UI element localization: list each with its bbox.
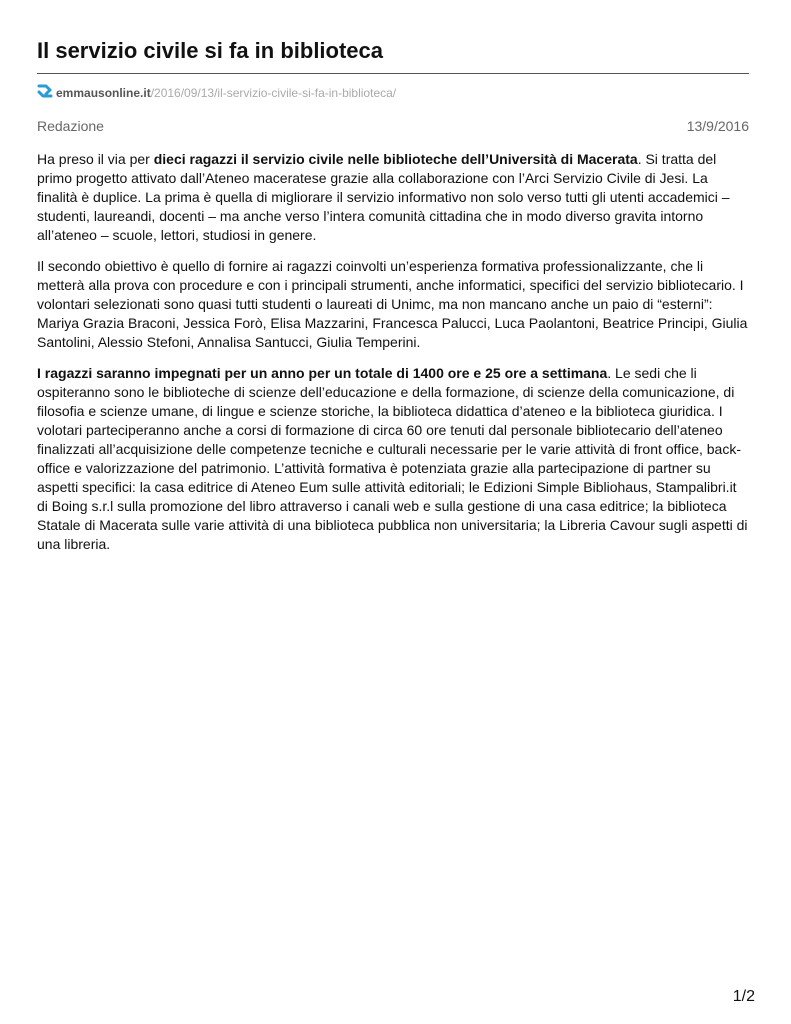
paragraph-3-rest: . Le sedi che li ospiteranno sono le biblioteche di scienze dell’educazione e della formazione, di scienze della comunicazione, di filosofia e scienze umane, di lingue e scienze storiche, la biblioteca didattica d’ateneo e la biblioteca giuridica. I volotari parteciperanno anche a corsi di formazione di circa 60 ore tenuti dal personale bibliotecario dell’ateneo finalizzati all’acquisizione delle competenze tecniche e culturali necessarie per le varie attività di front office, back-office e valorizzazione del patrimonio. L’attività formativa è potenziata grazie alla partecipazione di partner su aspetti specifici: la casa editrice di Ateneo Eum sulle attività editoriali; le Edizioni Simple Bibliohaus, Stampalibri.it di Boing s.r.l sulla promozione del libro attraverso i canali web e sulla gestione di una casa editrice; la biblioteca Statale di Macerata sulle varie attività di una biblioteca pubblica non universitaria; la Libreria Cavour sugli aspetti di una libreria. bbox=[37, 365, 748, 552]
article-body bbox=[37, 150, 751, 566]
title-divider bbox=[37, 73, 749, 74]
emmaus-logo-icon bbox=[37, 83, 54, 100]
source-path[interactable]: /2016/09/13/il-servizio-civile-si-fa-in-biblioteca/ bbox=[150, 86, 397, 100]
page-number: 1/2 bbox=[732, 988, 755, 1005]
paragraph-1-rest: . Si tratta del primo progetto attivato dall’Ateneo maceratese grazie alla collaborazione con l’Arci Servizio Civile di Jesi. La finalità è duplice. La prima è quella di migliorare il servizio informativo non solo verso tutti gli utenti accademici – studenti, laureandi, docenti – ma anche verso l’intera comunità cittadina che in modo diverso gravita intorno all’ateneo – scuole, lettori, studiosi in genere. bbox=[37, 151, 730, 243]
paragraph-2: Il secondo obiettivo è quello di fornire ai ragazzi coinvolti un’esperienza formativa professionalizzante, che li metterà alla prova con procedure e con i principali strumenti, anche informatici, specifici del servizio bibliotecario. I volontari selezionati sono quasi tutti studenti o laureati di Unimc, ma non mancano anche un paio di “esterni”: Mariya Grazia Braconi, Jessica Forò, Elisa Mazzarini, Francesca Palucci, Luca Paolantoni, Beatrice Principi, Giulia Santolini, Alessio Stefoni, Annalisa Santucci, Giulia Temperini. bbox=[37, 258, 748, 350]
paragraph-1-bold: dieci ragazzi il servizio civile nelle biblioteche dell’Università di Macerata bbox=[153, 151, 638, 167]
author: Redazione bbox=[37, 118, 104, 134]
paragraph-3-bold: I ragazzi saranno impegnati per un anno per un totale di 1400 ore e 25 ore a settimana bbox=[37, 365, 608, 381]
source-domain[interactable]: emmausonline.it bbox=[56, 86, 151, 100]
paragraph-1 bbox=[37, 150, 751, 245]
article-title: Il servizio civile si fa in biblioteca bbox=[37, 38, 384, 63]
paragraph-3 bbox=[37, 364, 751, 554]
paragraph-1-intro: Ha preso il via per bbox=[37, 151, 154, 167]
article-meta bbox=[37, 118, 749, 134]
date: 13/9/2016 bbox=[686, 118, 749, 134]
source-line[interactable] bbox=[37, 80, 396, 100]
